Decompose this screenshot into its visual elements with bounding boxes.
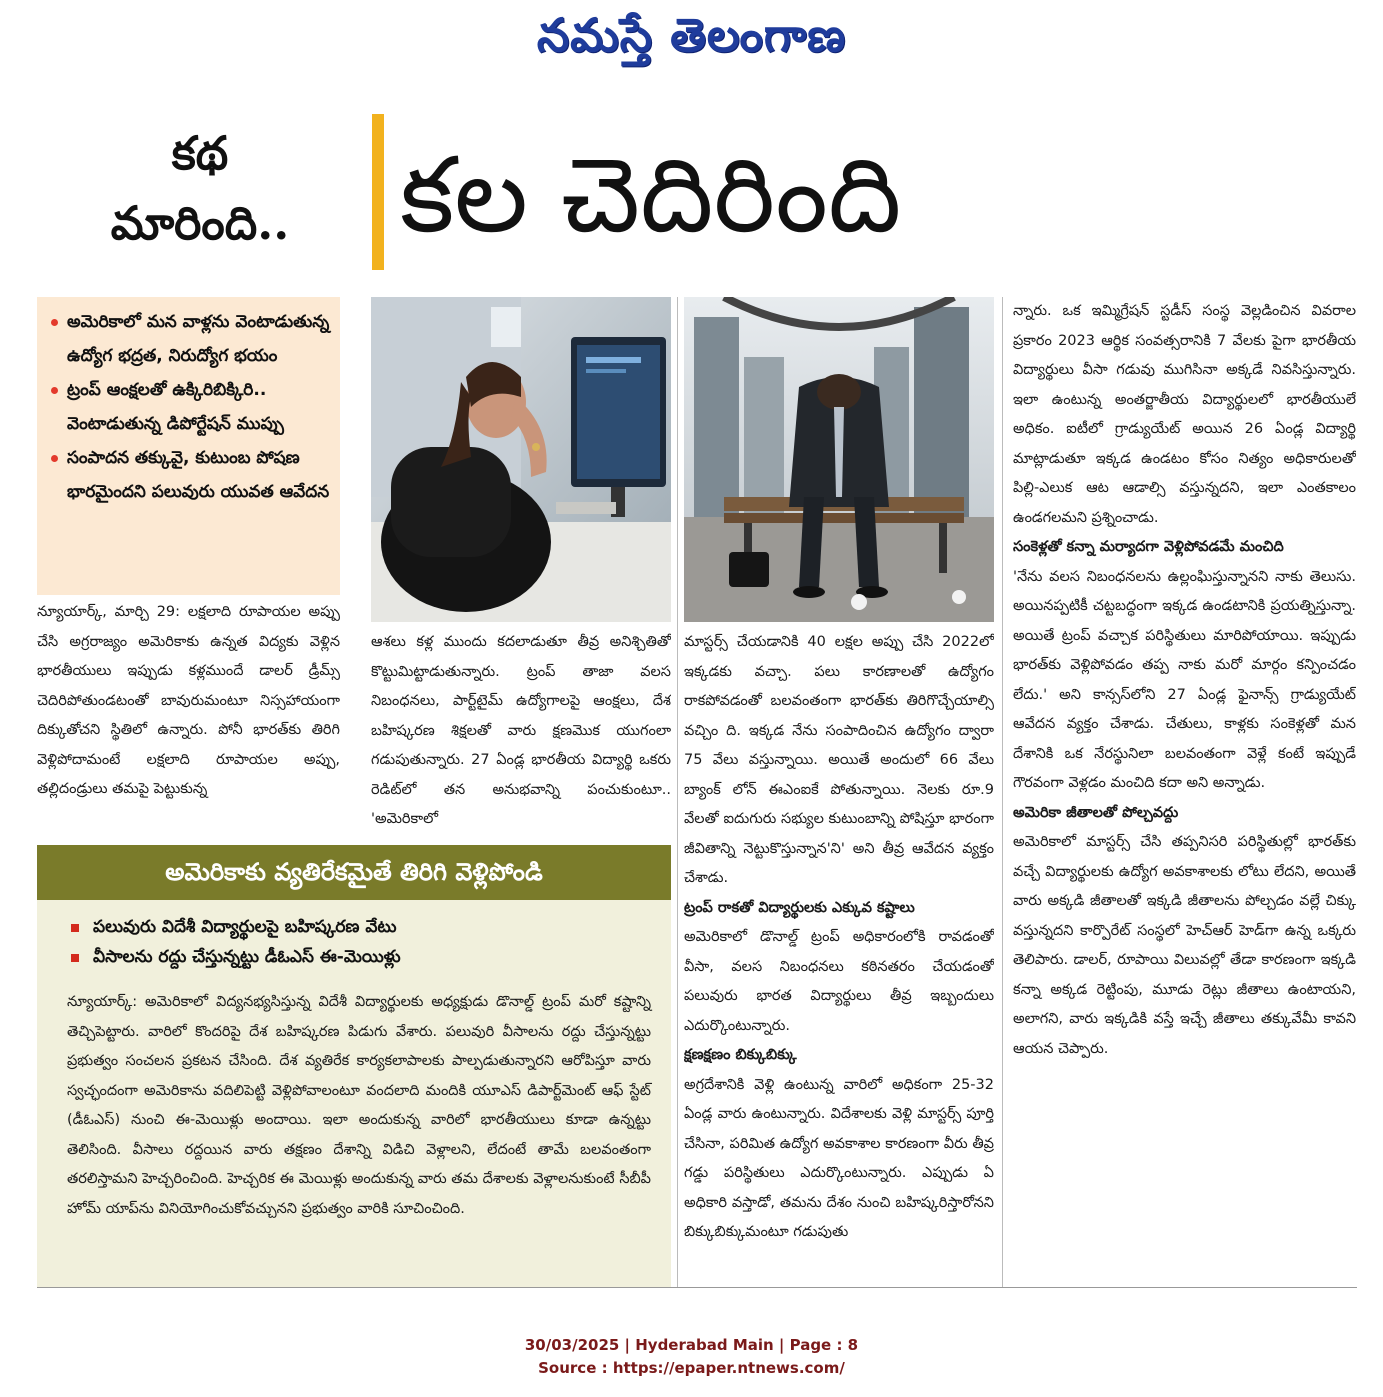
sidebar-point: పలువురు విదేశీ విద్యార్థులపై బహిష్కరణ వేటు xyxy=(67,912,657,942)
col4-paragraph: అమెరికాలో మాస్టర్స్ చేసి తప్పనిసరి పరిస్థితుల్లో భారత్‌కు వచ్చే విద్యార్థులకు ఉద్యోగ అవకాశాలకు లోటు లేదని, అయితే వారు అక్కడి జీతాలతో ఇక్కడి జీతాలను పోల్చడం వల్లే చిక్కు వస్తున్నదని కార్పొరేట్ సంస్థలో హెచ్‌ఆర్ హెడ్‌గా ఉన్న ఒక్కరు తెలిపారు. డాలర్, రూపాయి విలువల్లో తేడా కారణంగా ఇక్కడి కన్నా అక్కడ రెట్టింపు, మూడు రెట్లు జీతాలు ఉంటాయని, అలాగని, వారు ఇక్కడికి వస్తే ఇచ్చే జీతాలు తక్కువేమీ కావని ఆయన చెప్పారు. xyxy=(1013,834,1356,1057)
footer-dateline: 30/03/2025 | Hyderabad Main | Page : 8 xyxy=(524,1336,859,1354)
kicker-line-1: కథ xyxy=(171,126,229,180)
article-col-3 xyxy=(684,628,994,1288)
sidebar-body: న్యూయార్క్: అమెరికాలో విద్యనభ్యసిస్తున్న విదేశీ విద్యార్థులకు అధ్యక్షుడు డొనాల్డ్ ట్రంప్ మరో కష్టాన్ని తెచ్చిపెట్టారు. వారిలో కొందరిపై దేశ బహిష్కరణ పిడుగు వేశారు. పలువురి వీసాలను రద్దు చేస్తున్నట్టు ప్రభుత్వం సంచలన ప్రకటన చేసింది. దేశ వ్యతిరేక కార్యకలాపాలకు పాల్పడుతున్నారని ఆరోపిస్తూ వారు స్వచ్ఛందంగా అమెరికాను వదిలిపెట్టి వెళ్లిపోవాలంటూ వందలాది మందికి యూఎస్ డిపార్ట్‌మెంట్ ఆఫ్ స్టేట్ (డీఓఎస్) నుంచి ఈ-మెయిళ్లు అందాయి. ఇలా అందుకున్న వారిలో భారతీయులు కూడా ఉన్నట్టు తెలిసింది. వీసాలు రద్దయిన వారు తక్షణం దేశాన్ని విడిచి వెళ్లాలని, లేదంటే తామే బలవంతంగా తరలిస్తామని హెచ్చరించింది. హెచ్చరిక ఈ మెయిళ్లు అందుకున్న వారు తమ దేశాలకు వెళ్లాలనుకుంటే సీబీపీ హోమ్ యాప్‌ను వినియోగించుకోవచ్చునని ప్రభుత్వం వారికి సూచించింది. xyxy=(67,994,651,1217)
col4-paragraph: న్నారు. ఒక ఇమ్మిగ్రేషన్ స్టడీస్ సంస్థ వెల్లడించిన వివరాల ప్రకారం 2023 ఆర్థిక సంవత్సరానికి 7 వేలకు పైగా భారతీయ విద్యార్థులు వీసా గడువు ముగిసినా అక్కడే నివసిస్తున్నారు. ఇలా ఉంటున్న అంతర్జాతీయ విద్యార్థులలో భారతీయులే అధికం. ఐటీలో గ్రాడ్యుయేట్ అయిన 26 ఏండ్ల విద్యార్థి మాట్లాడుతూ ఇక్కడ ఉండటం కోసం నిత్యం అధికారులతో పిల్లి-ఎలుక ఆట ఆడాల్సి వస్తున్నదని, ఇలా ఎంతకాలం ఉండగలమని ప్రశ్నించాడు. xyxy=(1013,303,1356,526)
col3-subheading: ట్రంప్ రాకతో విద్యార్థులకు ఎక్కువ కష్టాలు xyxy=(684,899,915,916)
photo-man-bench xyxy=(684,297,994,622)
kicker-line-2: మారింది.. xyxy=(110,196,290,250)
column-divider xyxy=(1002,297,1003,1287)
highlights-box xyxy=(37,297,340,595)
sidebar-point: వీసాలను రద్దు చేస్తున్నట్టు డీఓఎస్ ఈ-మెయిళ్లు xyxy=(67,942,657,972)
col4-subheading: సంకెళ్లతో కన్నా మర్యాదగా వెళ్లిపోవడమే మంచిది xyxy=(1013,539,1284,555)
masthead xyxy=(0,8,1383,78)
sidebar-banner: అమెరికాకు వ్యతిరేకమైతే తిరిగి వెళ్లిపోండి xyxy=(37,845,671,900)
col4-paragraph: 'నేను వలస నిబంధనలను ఉల్లంఘిస్తున్నానని నాకు తెలుసు. అయినప్పటికీ చట్టబద్ధంగా ఇక్కడ ఉండటానికి ప్రయత్నిస్తున్నా. అయితే ట్రంప్ వచ్చాక పరిస్థితులు మారిపోయాయి. ఇప్పుడు భారత్‌కు వెళ్లిపోవడం తప్ప నాకు మరో మార్గం కన్పించడం లేదు.' అని కాన్సస్‌లోని 27 ఏండ్ల ఫైనాన్స్ గ్రాడ్యుయేట్ ఆవేదన వ్యక్తం చేశాడు. చేతులు, కాళ్లకు సంకెళ్లతో మన దేశానికి ఒక నేరస్థునిలా బలవంతంగా వెళ్లే కంటే ఇప్పుడే గౌరవంగా వెళ్లడం మంచిది కదా అని అన్నాడు. xyxy=(1013,568,1356,791)
article-col-1: న్యూయార్క్, మార్చి 29: లక్షలాది రూపాయల అప్పు చేసి అగ్రరాజ్యం అమెరికాకు ఉన్నత విద్యకు వెళ్లిన భారతీయులు ఇప్పుడు కళ్లముందే డాలర్ డ్రీమ్స్ చెదిరిపోతుండటంతో బావురుమంటూ నిస్సహాయంగా దిక్కుతోచని స్థితిలో ఉన్నారు. పోనీ భారత్‌కు తిరిగి వెళ్లిపోదామంటే లక్షలాది రూపాయల అప్పు, తల్లిదండ్రులు తమపై పెట్టుకున్న xyxy=(37,604,340,797)
headline: కల చెదిరింది xyxy=(400,134,902,256)
col3-paragraph: అమెరికాలో డొనాల్డ్ ట్రంప్ అధికారంలోకి రావడంతో వీసా, వలస నిబంధనలు కఠినతరం చేయడంతో పలువురు భారత విద్యార్థులు తీవ్ర ఇబ్బందులు ఎదుర్కొంటున్నారు. xyxy=(684,929,994,1034)
masthead-title: నమస్తే తెలంగాణ xyxy=(536,8,847,62)
highlight-item: ట్రంప్ ఆంక్షలతో ఉక్కిరిబిక్కిరి.. వెంటాడుతున్న డిపోర్టేషన్ ముప్పు xyxy=(49,373,334,441)
column-divider xyxy=(677,297,678,1287)
photo-woman-desk-image xyxy=(371,297,671,622)
article-col-2: ఆశలు కళ్ల ముందు కదలాడుతూ తీవ్ర అనిశ్చితితో కొట్టుమిట్టాడుతున్నారు. ట్రంప్ తాజా వలస నిబంధనలు, పార్ట్‌టైమ్ ఉద్యోగాలపై ఆంక్షలు, దేశ బహిష్కరణ శిక్షలతో వారు క్షణమొక యుగంలా గడుపుతున్నారు. 27 ఏండ్ల భారతీయ విద్యార్థి ఒకరు రెడిట్‌లో తన అనుభవాన్ని పంచుకుంటూ.. 'అమెరికాలో xyxy=(371,634,671,827)
bottom-rule xyxy=(37,1287,1357,1288)
photo-man-bench-image xyxy=(684,297,994,622)
photo-woman-desk xyxy=(371,297,671,622)
accent-bar xyxy=(372,114,384,270)
col3-paragraph: అగ్రదేశానికి వెళ్లి ఉంటున్న వారిలో అధికంగా 25-32 ఏండ్ల వారు ఉంటున్నారు. విదేశాలకు వెళ్లి మాస్టర్స్ పూర్తి చేసినా, పరిమిత ఉద్యోగ అవకాశాల కారణంగా వీరు తీవ్ర గడ్డు పరిస్థితులు ఎదుర్కొంటున్నారు. ఎప్పుడు ఏ అధికారి వస్తాడో, తమను దేశం నుంచి బహిష్కరిస్తారోనని బిక్కుబిక్కుమంటూ గడుపుతు xyxy=(684,1076,994,1240)
col3-paragraph: మాస్టర్స్ చేయడానికి 40 లక్షల అప్పు చేసి 2022లో ఇక్కడకు వచ్చా. పలు కారణాలతో ఉద్యోగం రాకపోవడంతో బలవంతంగా భారత్‌కు తిరిగొచ్చేయాల్సి వచ్చిం ది. ఇక్కడ నేను సంపాదించిన ఉద్యోగం ద్వారా 75 వేలు వస్తున్నాయి. అయితే అందులో 66 వేలు బ్యాంక్ లోన్ ఈఎంఐకే పోతున్నాయి. నెలకు రూ.9 వేలతో ఐదుగురు సభ్యుల కుటుంబాన్ని పోషిస్తూ భారంగా జీవితాన్ని నెట్టుకొస్తున్నాన'ని' అని తీవ్ర ఆవేదన వ్యక్తం చేశాడు. xyxy=(684,634,994,886)
highlight-item: అమెరికాలో మన వాళ్లను వెంటాడుతున్న ఉద్యోగ భద్రత, నిరుద్యోగ భయం xyxy=(49,305,334,373)
footer-source: Source : https://epaper.ntnews.com/ xyxy=(538,1359,845,1377)
col4-subheading: అమెరికా జీతాలతో పోల్చవద్దు xyxy=(1013,804,1179,821)
article-col-4 xyxy=(1013,297,1356,1287)
highlight-item: సంపాదన తక్కువై, కుటుంబ పోషణ భారమైందని పలువురు యువత ఆవేదన xyxy=(49,441,334,509)
kicker xyxy=(40,118,360,278)
col3-subheading: క్షణక్షణం బిక్కుబిక్కు xyxy=(684,1047,797,1063)
sidebar-box xyxy=(37,900,671,1288)
sidebar-points xyxy=(37,900,671,972)
